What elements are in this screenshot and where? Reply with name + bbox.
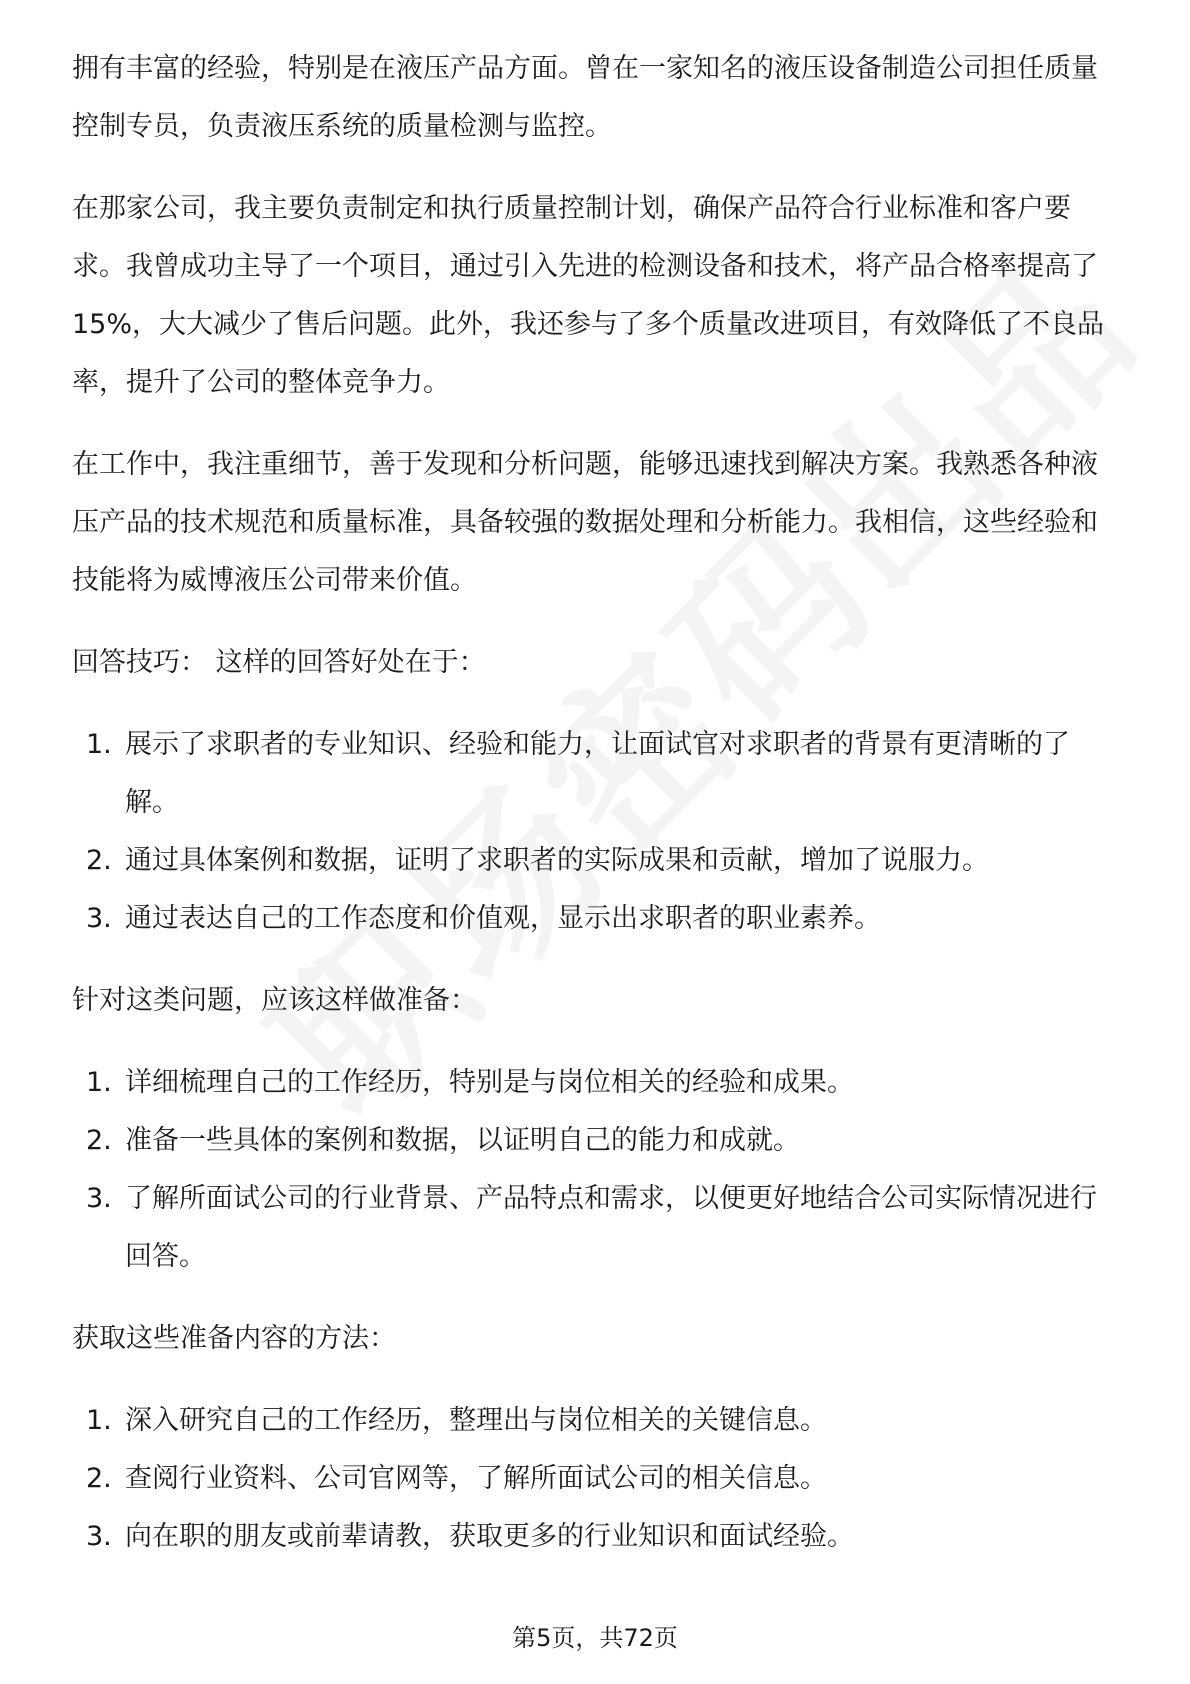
list-item (72, 1112, 1118, 1170)
list-item (72, 1392, 1118, 1450)
page-content (72, 40, 1118, 1590)
methods-heading: 获取这些准备内容的方法： (72, 1323, 396, 1354)
list-item-text: 查阅行业资料、公司官网等，了解所面试公司的相关信息。 (125, 1463, 827, 1494)
list-item-text: 通过表达自己的工作态度和价值观，显示出求职者的职业素养。 (125, 903, 881, 934)
list-item-text: 向在职的朋友或前辈请教，获取更多的行业知识和面试经验。 (125, 1521, 854, 1552)
list-item (72, 1054, 1118, 1112)
list-item (72, 1508, 1118, 1566)
list-item-number: 2. (86, 845, 112, 876)
list-item-number: 1. (86, 1067, 112, 1098)
list-item-text: 详细梳理自己的工作经历，特别是与岗位相关的经验和成果。 (125, 1067, 854, 1098)
paragraph-achievements: 在那家公司，我主要负责制定和执行质量控制计划，确保产品符合行业标准和客户要求。我曾成功主导了一个项目，通过引入先进的检测设备和技术，将产品合格率提高了15%，大大减少了售后问题。此外，我还参与了多个质量改进项目，有效降低了不良品率，提升了公司的整体竞争力。 (72, 193, 1105, 398)
list-item-text: 通过具体案例和数据，证明了求职者的实际成果和贡献，增加了说服力。 (125, 845, 989, 876)
list-item-text: 深入研究自己的工作经历，整理出与岗位相关的关键信息。 (125, 1405, 827, 1436)
preparation-list (72, 1054, 1118, 1286)
paragraph-skills: 在工作中，我注重细节，善于发现和分析问题，能够迅速找到解决方案。我熟悉各种液压产品的技术规范和质量标准，具备较强的数据处理和分析能力。我相信，这些经验和技能将为威博液压公司带来价值。 (72, 449, 1098, 596)
list-item (72, 1450, 1118, 1508)
list-item-number: 3. (86, 1183, 112, 1214)
list-item-number: 2. (86, 1125, 112, 1156)
list-item (72, 890, 1118, 948)
list-item-text: 准备一些具体的案例和数据，以证明自己的能力和成就。 (125, 1125, 800, 1156)
list-item-number: 1. (86, 1405, 112, 1436)
paragraph-experience: 拥有丰富的经验，特别是在液压产品方面。曾在一家知名的液压设备制造公司担任质量控制专员，负责液压系统的质量检测与监控。 (72, 53, 1098, 142)
page-number: 第5页，共72页 (512, 1624, 678, 1652)
methods-list (72, 1392, 1118, 1566)
answer-tips-list (72, 716, 1118, 948)
answer-tips-heading: 回答技巧： 这样的回答好处在于： (72, 647, 486, 678)
list-item (72, 716, 1118, 832)
list-item-number: 3. (86, 1521, 112, 1552)
list-item-text: 了解所面试公司的行业背景、产品特点和需求，以便更好地结合公司实际情况进行回答。 (125, 1183, 1097, 1272)
list-item-number: 2. (86, 1463, 112, 1494)
list-item-number: 3. (86, 903, 112, 934)
list-item (72, 1170, 1118, 1286)
list-item-number: 1. (86, 729, 112, 760)
list-item (72, 832, 1118, 890)
preparation-heading: 针对这类问题，应该这样做准备： (72, 985, 477, 1016)
list-item-text: 展示了求职者的专业知识、经验和能力，让面试官对求职者的背景有更清晰的了解。 (125, 729, 1070, 818)
